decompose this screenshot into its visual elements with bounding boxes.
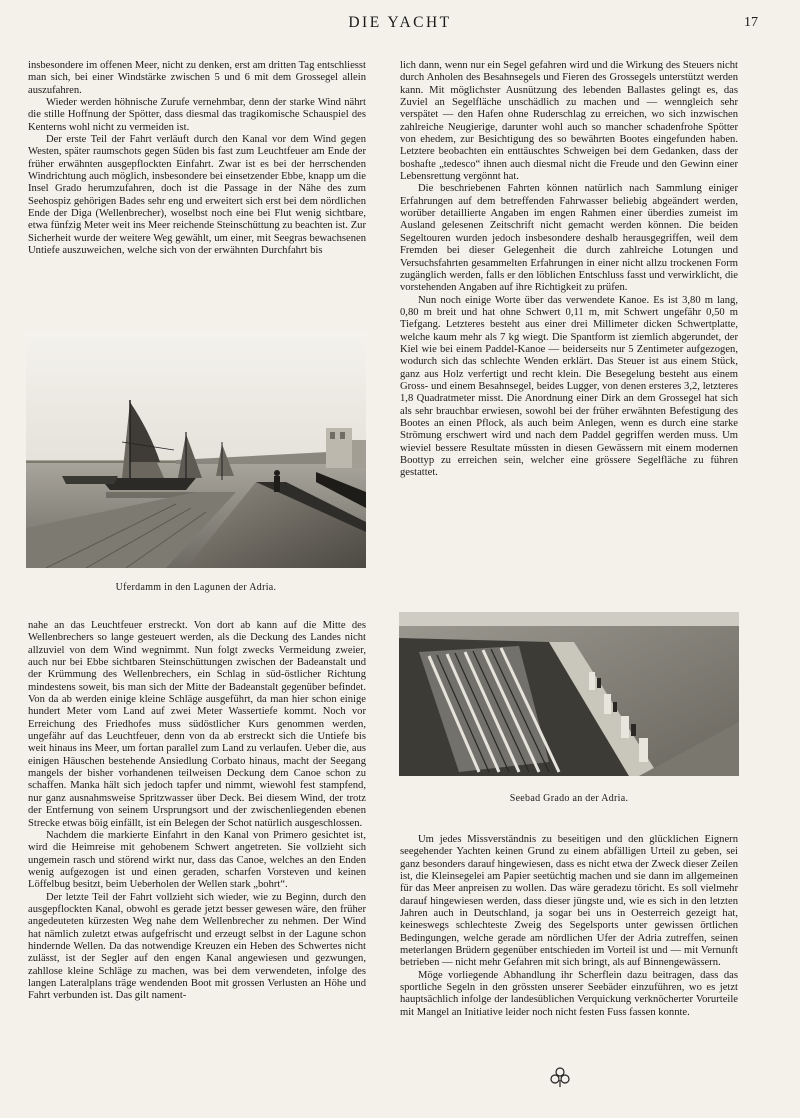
paragraph: Der erste Teil der Fahrt verläuft durch den Kanal vor dem Wind gegen Westen, später raumschots gegen Süden bis fast zum Leuchtfeuer am Ende der früher erwähnten ausgepflockten Einfahrt. Zwar ist es bei der herrschenden Windrichtung auch möglich, insbesondere bei einsetzender Ebbe, knapp um die Insel Grado herumzufahren, doch ist die Passage in der Nähe des zum Seehospiz gehörigen Bades sehr eng und erweitert sich erst bei dem nördlichen Ende der Diga (Wellenbrecher), woselbst noch eine bei Flut wenig sichtbare, etwa fünfzig Meter weit ins Meer reichende Steinschüttung zu beachten ist. Zur Sicherheit wurde der weitere Weg gewählt, um einer, mit Seegras bewachsenen Untiefe auszuweichen, welche sich von der erwähnten Durchfahrt bis xyxy=(28,134,366,257)
paragraph: Die beschriebenen Fahrten können natürlich nach Sammlung einiger Erfahrungen auf dem betreffenden Fahrwasser beliebig abgeändert werden, worüber detaillierte Angaben im engen Rahmen einer überdies zumeist im Ausland gelesenen Zeitschrift nicht gemacht werden können. Die beiden Segeltouren wurden jedoch insbesondere deshalb herausgegriffen, weil dem Fremden bei dieser Gelegenheit die durch zahlreiche Lotungen und Versuchsfahrten gesammelten Erfahrungen in einer nicht allzu trockenen Form zugänglich werden, falls er den löblichen Entschluss fasst und verwirklicht, die vorstehenden Angaben auf ihre Richtigkeit zu prüfen. xyxy=(400,183,738,294)
left-column-top xyxy=(28,60,366,258)
right-column-top xyxy=(400,60,738,480)
photo-caption: Uferdamm in den Lagunen der Adria. xyxy=(115,582,277,593)
right-column-bottom xyxy=(400,834,738,1019)
trefoil-ornament-icon xyxy=(549,1066,571,1088)
paragraph: Möge vorliegende Abhandlung ihr Scherflein dazu beitragen, dass das sportliche Segeln in den grössten unserer Seebäder einzuführen, wo es jetzt hauptsächlich infolge der landesüblichen Verquickung verknöcherter Vorurteile mit Mangel an Initiative leider noch nicht festen Fuss fassen konnte. xyxy=(400,969,738,1018)
left-column-bottom xyxy=(28,620,366,1003)
photo-caption: Seebad Grado an der Adria. xyxy=(509,793,629,804)
paragraph: Nun noch einige Worte über das verwendete Kanoe. Es ist 3,80 m lang, 0,80 m breit und hat ohne Schwert 0,11 m, mit Schwert ungefähr 0,50 m Tiefgang. Letzteres besteht aus einer drei Millimeter dicken Schwertplatte, welche kaum mehr als 7 kg wiegt. Die Spantform ist ziemlich abgerundet, der Kiel wie bei einem Paddel-Kanoe — beiderseits nur 5 Zentimeter aufgezogen, wodurch sich das schlechte Wenden erklärt. Das Steuer ist aus einem Stück, ganz aus Holz verfertigt und recht klein. Die Besegelung besteht aus einem Gross- und einem Besahnsegel, beides Lugger, von denen ersteres 3,2, letzteres 1,8 Quadratmeter misst. Die Anordnung einer Dirk an dem Grossegel hat sich als sehr brauchbar erwiesen, sowohl bei der früher erwähnten Befestigung des Bootes an einen Pflock, als auch beim Anlegen, wenn es durch eine starke Strömung erschwert wird und nach dem Paddel gegriffen werden muss. Um wieviel bessere Resultate müssten in diesen Gewässern mit einem modernen Boottyp zu erreichen sein, welcher eine grössere Segelfläche zu führen gestattet. xyxy=(400,294,738,479)
paragraph: Der letzte Teil der Fahrt vollzieht sich wieder, wie zu Beginn, durch den ausgepflockten Kanal, obwohl es gerade jetzt besser gewesen wäre, den früher angedeuteten kürzesten Weg nahe dem Wellenbrecher zu nehmen. Der Wind hat nämlich zuletzt etwas aufgefrischt und erzeugt selbst in der Lagune schon hindernde Wellen. Da das notwendige Kreuzen ein Heben des Schwertes nicht zulässt, ist der Segler auf den engen Kanal angewiesen und gezwungen, zahllose kleine Schläge zu machen, was bei dem verwendeten, infolge des langen Lateralplans träge wendenden Boot mit grossen Verlusten an Höhe und Fahrt verbunden ist. Das gilt nament- xyxy=(28,891,366,1002)
paragraph: Um jedes Missverständnis zu beseitigen und den glücklichen Eignern seegehender Yachten keinen Grund zu einem abfälligen Urteil zu geben, sei ganz besonders darauf hingewiesen, dass es nicht etwa der Zweck dieser Zeilen ist, die Kleinsegelei am Papier seetüchtig machen und sie dann im allgemeinen für das Meer anpreisen zu wollen. Das wäre geradezu töricht. Es soll vielmehr darauf hingewiesen werden, dass dieser jüngste und, wie es sich in den letzten Jahren auch in Deutschland, ja sogar bei uns in Oesterreich gezeigt hat, keineswegs schlechteste Zweig des Segelsports unter gewissen örtlichen Bedingungen, welche gerade am nördlichen Ufer der Adria zutreffen, seinen meterlangen Brüdern gegenüber entschieden im Vorteil ist und — mit Vernunft betrieben — nicht mehr Gefahren mit sich bringt, als auf Binnengewässern. xyxy=(400,834,738,969)
paragraph: Nachdem die markierte Einfahrt in den Kanal von Primero gesichtet ist, wird die Heimreise mit gehobenem Schwert angetreten. Sie vollzieht sich ungemein rasch und störend wirkt nur, dass das Canoe, welches an den Enden wenig aufgezogen ist und einen geraden, scharfen Vorsteven und keinen Löffelbug besitzt, beim Ueberholen der Wellen stark „bohrt“. xyxy=(28,829,366,891)
photo-beach-grado xyxy=(399,612,739,776)
paragraph: Wieder werden höhnische Zurufe vernehmbar, denn der starke Wind nährt die stille Hoffnung der Spötter, dass diesmal das tragikomische Schauspiel des Kenterns wohl nicht zu vermeiden ist. xyxy=(28,97,366,133)
page-number: 17 xyxy=(744,15,758,30)
paragraph: nahe an das Leuchtfeuer erstreckt. Von dort ab kann auf die Mitte des Wellenbrechers so lange gesteuert werden, als die Deckung des Landes nicht allzuviel von dem Wind wegnimmt. Nun folgt zwecks Vermeidung zweier, auch nur bei Ebbe sichtbaren Steinschüttungen zwischen der Badeanstalt und der Krümmung des Wellenbrechers, ein Schlag in süd-östlicher Richtung mindestens soweit, bis man sich der Mitte der Badeanstalt gegenüber befindet. Von da ab werden einige kleine Schläge ausgeführt, da man hier schon einige hundert Meter vom Land auf zwei Meter Wassertiefe kommt. Noch vor Erreichung des Friedhofes muss südöstlicher Kurs genommen werden, ungefähr auf das Leuchtfeuer, denn von da ab erstreckt sich die Untiefe bis weit hinaus ins Meer, um fortan parallel zum Land zu verlaufen. Ueber die, aus einigen Häuschen bestehende Ansiedlung Corbato hinaus, macht der Seegang mangels der bisher vorhandenen teilweisen Deckung dem Canoe schon zu schaffen. Manka hält sich jedoch tapfer und nimmt, wiewohl fest stampfend, nur ganz ausnahmsweise Spritzwasser über Deck. Bei diesem Wind, der trotz der Entfernung von seinem Ursprungsort und der zwischenliegenden ebenen Strecke etwas böig einfällt, ist ein Belegen der Schot natürlich ausgeschlossen. xyxy=(28,620,366,829)
journal-title: DIE YACHT xyxy=(348,14,452,31)
photo-harbour-quay xyxy=(26,332,366,568)
paragraph: insbesondere im offenen Meer, nicht zu denken, erst am dritten Tag entschliesst man sich, bei einer Windstärke zwischen 5 und 6 mit dem Grossegel allein auszufahren. xyxy=(28,60,366,96)
paragraph: lich dann, wenn nur ein Segel gefahren wird und die Wirkung des Steuers nicht durch Anholen des Besahnsegels und Fieren des Grossegels unterstützt werden kann. Mit möglichster Ausnützung des lebenden Ballastes gelingt es, das Zuviel an Segelfläche unschädlich zu machen und — wenngleich sehr verspätet — den Hafen ohne Ruderschlag zu erreichen, wo sich inzwischen zahlreiche Neugierige, darunter wohl auch so mancher schadenfrohe Spötter von ehedem, zur Besichtigung des so bewährten Bootes eingefunden haben. Letztere beobachten ein enttäuschtes Schweigen bei dem Gedanken, dass der boshafte „tedesco“ ihnen auch diesmal nicht die Freude und den Gewinn einer Lebensrettung vergönnt hat. xyxy=(400,60,738,183)
